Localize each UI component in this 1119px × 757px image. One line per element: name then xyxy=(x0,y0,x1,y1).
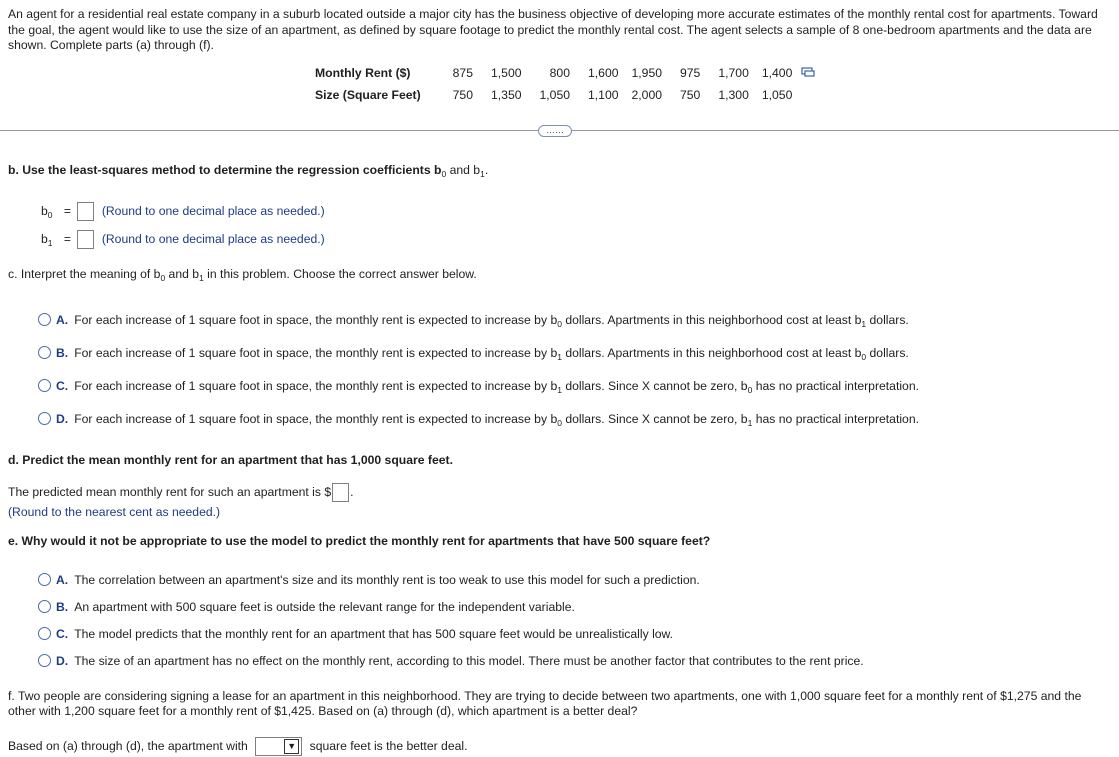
subscript: 0 xyxy=(441,169,447,179)
b1-label: b xyxy=(41,232,48,246)
part-b-and: and b xyxy=(446,163,481,177)
rent-cell: 1,400 xyxy=(761,66,793,80)
option-text: For each increase of 1 square foot in space, the monthly rent is expected to increase by b xyxy=(74,379,558,393)
subscript: 1 xyxy=(480,169,485,179)
copy-data-icon[interactable] xyxy=(801,67,815,77)
b0-hint: (Round to one decimal place as needed.) xyxy=(101,204,325,218)
option-text: For each increase of 1 square foot in space, the monthly rent is expected to increase by b xyxy=(74,313,558,327)
equals-sign: = xyxy=(63,232,72,246)
size-cell: 2,000 xyxy=(631,88,662,102)
radio-button[interactable] xyxy=(38,412,51,425)
part-b-end: . xyxy=(484,163,489,177)
option-letter: C. xyxy=(56,627,69,641)
part-d-hint: (Round to the nearest cent as needed.) xyxy=(8,505,221,519)
size-cell: 1,350 xyxy=(491,88,522,102)
size-cell: 1,050 xyxy=(539,88,570,102)
option-letter: B. xyxy=(56,600,69,614)
subscript: 1 xyxy=(557,352,562,362)
option-letter: A. xyxy=(56,313,69,327)
b1-row xyxy=(41,229,325,249)
option-text: The model predicts that the monthly rent for an apartment that has 500 square feet would be unrealistically low. xyxy=(74,627,674,641)
radio-button[interactable] xyxy=(38,654,51,667)
rent-cell: 1,950 xyxy=(631,66,662,80)
subscript: 0 xyxy=(47,210,53,220)
part-e-option-b[interactable] xyxy=(38,597,575,617)
rent-cell: 1,500 xyxy=(491,66,522,80)
equals-sign: = xyxy=(63,204,72,218)
size-cell: 1,300 xyxy=(718,88,749,102)
predicted-rent-input[interactable] xyxy=(332,483,349,502)
rent-row xyxy=(315,62,792,84)
b0-label: b xyxy=(41,204,48,218)
subscript: 0 xyxy=(160,273,166,283)
radio-button[interactable] xyxy=(38,313,51,326)
part-b-text: b. Use the least-squares method to determine the regression coefficients b xyxy=(8,163,442,177)
option-text: An apartment with 500 square feet is outside the relevant range for the independent variable. xyxy=(74,600,575,614)
part-e-option-a[interactable] xyxy=(38,570,700,590)
part-e-option-d[interactable] xyxy=(38,651,864,671)
option-text: dollars. Since X cannot be zero, b xyxy=(561,379,748,393)
subscript: 1 xyxy=(47,238,53,248)
radio-button[interactable] xyxy=(38,346,51,359)
subscript: 0 xyxy=(861,352,867,362)
part-d-answer-text: The predicted mean monthly rent for such an apartment is $ xyxy=(8,485,332,499)
rent-row-label: Monthly Rent ($) xyxy=(315,66,411,80)
radio-button[interactable] xyxy=(38,573,51,586)
part-e-prompt: e. Why would it not be appropriate to use the model to predict the monthly rent for apartments that have 500 square feet? xyxy=(8,534,711,548)
option-letter: B. xyxy=(56,346,69,360)
subscript: 1 xyxy=(199,273,204,283)
size-cell: 1,100 xyxy=(588,88,619,102)
rent-cell: 975 xyxy=(680,66,701,80)
option-text: dollars. Apartments in this neighborhood cost at least b xyxy=(561,313,862,327)
option-text: dollars. Apartments in this neighborhood cost at least b xyxy=(561,346,862,360)
size-row-label: Size (Square Feet) xyxy=(315,88,421,102)
part-c-and: and b xyxy=(165,267,200,281)
part-d-answer-row xyxy=(8,482,354,502)
b0-input[interactable] xyxy=(77,202,94,221)
data-table xyxy=(315,62,792,106)
radio-button[interactable] xyxy=(38,379,51,392)
b1-input[interactable] xyxy=(77,230,94,249)
subscript: 0 xyxy=(557,319,562,329)
size-cell: 1,050 xyxy=(761,88,793,102)
subscript: 0 xyxy=(747,385,753,395)
part-f-answer-end: square feet is the better deal. xyxy=(309,739,468,753)
part-f-prompt: f. Two people are considering signing a lease for an apartment in this neighborhood. They are trying to decide between two apartments, one with 1,000 square feet for a monthly rent of $1,275 and the other with 1,200 square feet for a monthly rent of $1,425. Based on (a) through (d), which apartment is a better deal? xyxy=(8,689,1082,718)
rent-cell: 1,600 xyxy=(588,66,619,80)
part-f-answer-row xyxy=(8,736,467,756)
option-letter: D. xyxy=(56,412,69,426)
option-text: has no practical interpretation. xyxy=(752,412,919,426)
part-c-prompt xyxy=(8,267,477,281)
chevron-down-icon[interactable]: ▼ xyxy=(284,739,299,754)
option-text: dollars. xyxy=(866,346,909,360)
option-letter: A. xyxy=(56,573,69,587)
subscript: 0 xyxy=(557,418,562,428)
option-text: dollars. Since X cannot be zero, b xyxy=(561,412,748,426)
option-text: For each increase of 1 square foot in space, the monthly rent is expected to increase by b xyxy=(74,412,558,426)
subscript: 1 xyxy=(861,319,867,329)
rent-cell: 800 xyxy=(549,66,570,80)
problem-intro: An agent for a residential real estate company in a suburb located outside a major city has the business objective of developing more accurate estimates of the monthly rental cost for apartments. Toward the goal, the agent would like to use the size of an apartment, as defined by square footage to predict the monthly rental cost. The agent selects a sample of 8 one-bedroom apartments and the data are shown. Complete parts (a) through (f). xyxy=(8,7,1098,52)
option-text: dollars. xyxy=(866,313,909,327)
part-c-option-b[interactable] xyxy=(38,343,909,363)
radio-button[interactable] xyxy=(38,627,51,640)
part-d-prompt: d. Predict the mean monthly rent for an apartment that has 1,000 square feet. xyxy=(8,453,453,467)
part-f-answer-text: Based on (a) through (d), the apartment with xyxy=(8,739,248,753)
option-text: The correlation between an apartment's size and its monthly rent is too weak to use this model for such a prediction. xyxy=(74,573,700,587)
option-text: For each increase of 1 square foot in space, the monthly rent is expected to increase by b xyxy=(74,346,558,360)
part-c-end: in this problem. Choose the correct answer below. xyxy=(203,267,477,281)
option-text: has no practical interpretation. xyxy=(752,379,919,393)
part-b-prompt xyxy=(8,163,488,177)
size-row xyxy=(315,84,792,106)
radio-button[interactable] xyxy=(38,600,51,613)
part-c-text: c. Interpret the meaning of b xyxy=(8,267,161,281)
part-c-option-d[interactable] xyxy=(38,409,919,429)
b0-row xyxy=(41,201,325,221)
expand-ellipsis-button[interactable]: …… xyxy=(538,125,572,137)
subscript: 1 xyxy=(747,418,753,428)
b1-hint: (Round to one decimal place as needed.) xyxy=(101,232,325,246)
option-letter: C. xyxy=(56,379,69,393)
size-cell: 750 xyxy=(680,88,701,102)
part-c-option-c[interactable] xyxy=(38,376,919,396)
part-c-option-a[interactable] xyxy=(38,310,909,330)
option-text: The size of an apartment has no effect on the monthly rent, according to this model. There must be another factor that contributes to the rent price. xyxy=(74,654,864,668)
rent-cell: 1,700 xyxy=(718,66,749,80)
option-letter: D. xyxy=(56,654,69,668)
subscript: 1 xyxy=(557,385,562,395)
part-d-answer-end: . xyxy=(350,485,354,499)
rent-cell: 875 xyxy=(452,66,473,80)
part-e-option-c[interactable] xyxy=(38,624,673,644)
size-cell: 750 xyxy=(452,88,473,102)
apartment-size-dropdown[interactable] xyxy=(255,737,302,756)
